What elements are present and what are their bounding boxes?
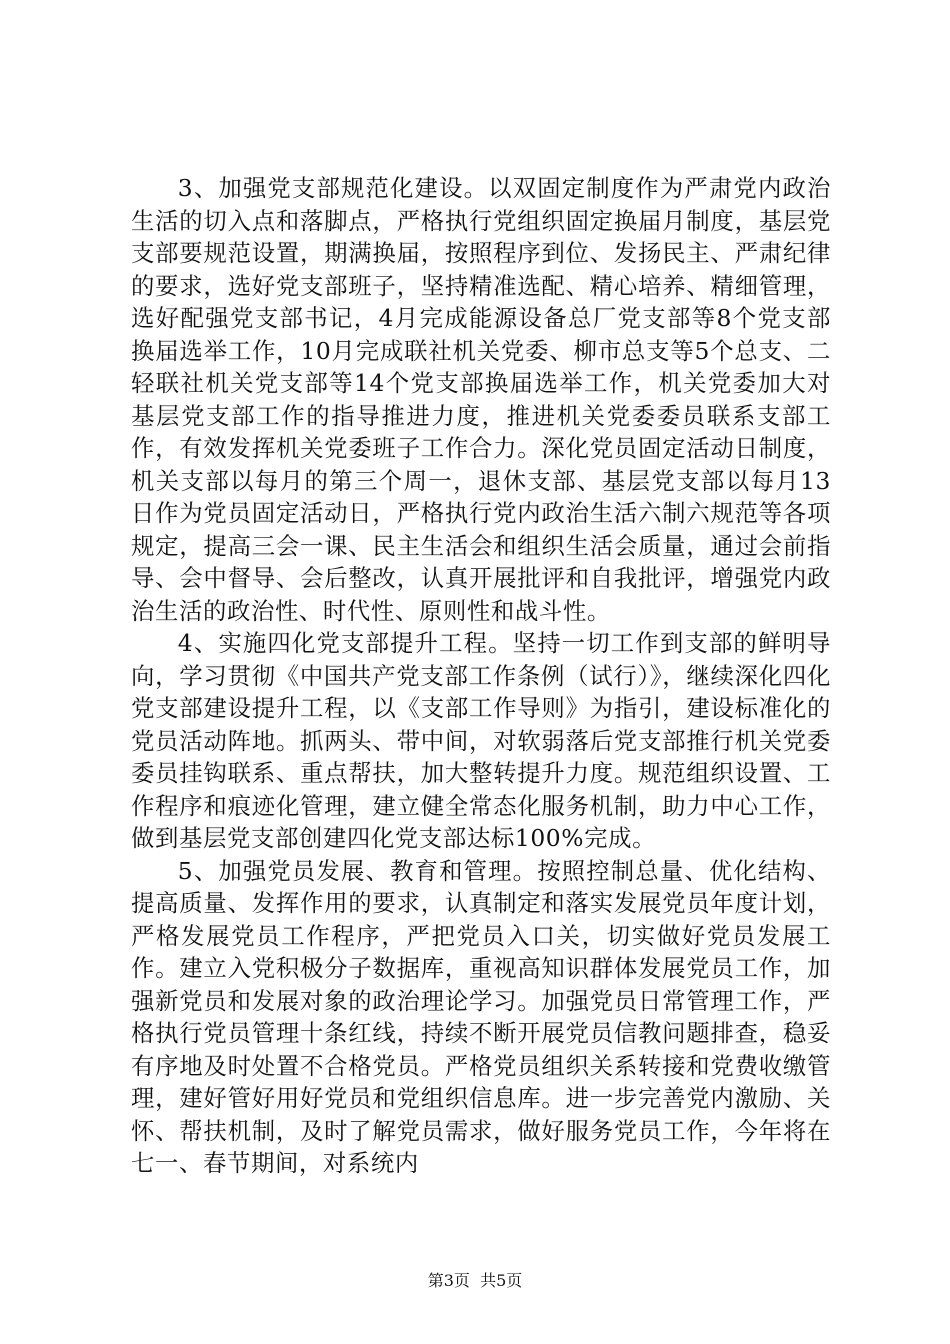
page-number: 第3页 共5页 bbox=[427, 1271, 523, 1290]
page-footer bbox=[0, 1271, 950, 1291]
paragraph-5: 5、加强党员发展、教育和管理。按照控制总量、优化结构、提高质量、发挥作用的要求，认真制定和落实发展党员年度计划，严格发展党员工作程序，严把党员入口关，切实做好党员发展工作。建立入党积极分子数据库，重视高知识群体发展党员工作，加强新党员和发展对象的政治理论学习。加强党员日常管理工作，严格执行党员管理十条红线，持续不断开展党员信教问题排查，稳妥有序地及时处置不合格党员。严格党员组织关系转接和党费收缴管理，建好管好用好党员和党组织信息库。进一步完善党内激励、关怀、帮扶机制，及时了解党员需求，做好服务党员工作，今年将在七一、春节期间，对系统内 bbox=[131, 856, 831, 1177]
document-body bbox=[131, 172, 831, 1180]
paragraph-3: 3、加强党支部规范化建设。以双固定制度作为严肃党内政治生活的切入点和落脚点，严格执行党组织固定换届月制度，基层党支部要规范设置，期满换届，按照程序到位、发扬民主、严肃纪律的要求，选好党支部班子，坚持精准选配、精心培养、精细管理，选好配强党支部书记，4月完成能源设备总厂党支部等8个党支部换届选举工作，10月完成联社机关党委、柳市总支等5个总支、二轻联社机关党支部等14个党支部换届选举工作，机关党委加大对基层党支部工作的指导推进力度，推进机关党委委员联系支部工作，有效发挥机关党委班子工作合力。深化党员固定活动日制度，机关支部以每月的第三个周一，退休支部、基层党支部以每月13日作为党员固定活动日，严格执行党内政治生活六制六规范等各项规定，提高三会一课、民主生活会和组织生活会质量，通过会前指导、会中督导、会后整改，认真开展批评和自我批评，增强党内政治生活的政治性、时代性、原则性和战斗性。 bbox=[131, 174, 831, 625]
paragraph-4: 4、实施四化党支部提升工程。坚持一切工作到支部的鲜明导向，学习贯彻《中国共产党支部工作条例（试行）》，继续深化四化党支部建设提升工程，以《支部工作导则》为指引，建设标准化的党员活动阵地。抓两头、带中间，对软弱落后党支部推行机关党委委员挂钩联系、重点帮扶，加大整转提升力度。规范组织设置、工作程序和痕迹化管理，建立健全常态化服务机制，助力中心工作，做到基层党支部创建四化党支部达标100%完成。 bbox=[131, 629, 831, 852]
